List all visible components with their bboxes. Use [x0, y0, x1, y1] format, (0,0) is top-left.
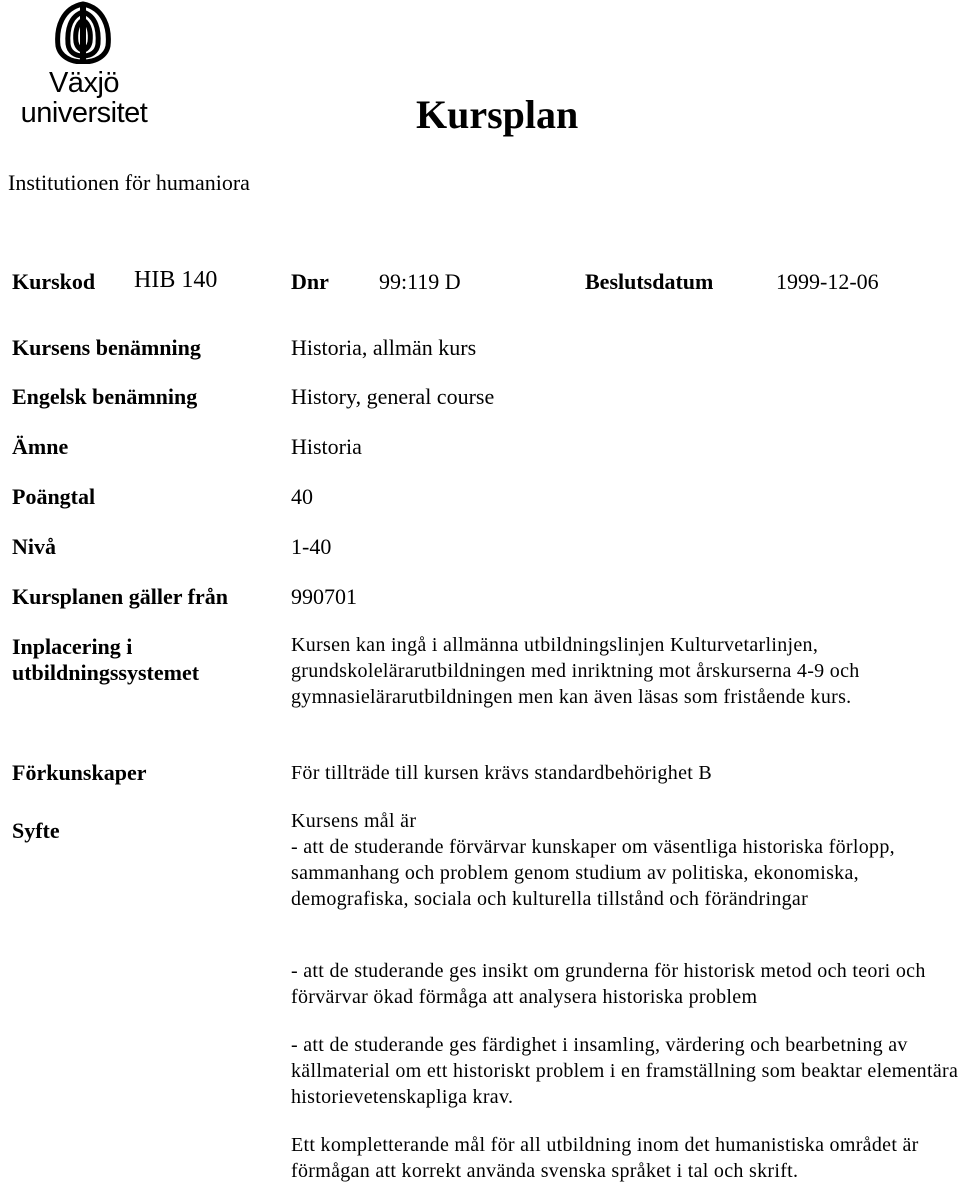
- benamning-label: Kursens benämning: [12, 335, 201, 360]
- page-title: Kursplan: [416, 92, 579, 137]
- university-emblem-icon: [48, 0, 118, 64]
- university-logo: [4, 0, 160, 136]
- inplacering-label-line1: Inplacering i: [12, 634, 133, 659]
- beslutsdatum-value: 1999-12-06: [776, 269, 879, 294]
- amne-label: Ämne: [12, 434, 69, 459]
- engelsk-label: Engelsk benämning: [12, 384, 198, 409]
- syfte-label: Syfte: [12, 818, 60, 843]
- kurskod-label: Kurskod: [12, 269, 96, 294]
- kurskod-value: HIB 140: [134, 267, 218, 293]
- logo-name-line2: universitet: [20, 97, 148, 129]
- amne-value: Historia: [291, 434, 362, 459]
- benamning-value: Historia, allmän kurs: [291, 335, 477, 360]
- syfte-intro: Kursens mål är: [291, 810, 417, 832]
- inplacering-text: Kursen kan ingå i allmänna utbildningslinjen Kulturvetarlinjen, grundskolelärarutbildningen med inriktning mot årskurserna 4-9 och gymnasielärarutbildningen men kan även läsas som fristående kurs.: [291, 634, 860, 708]
- galler-value: 990701: [291, 584, 357, 609]
- beslutsdatum-label: Beslutsdatum: [585, 269, 714, 294]
- inplacering-label-line2: utbildningssystemet: [12, 660, 200, 685]
- galler-label: Kursplanen gäller från: [12, 584, 228, 609]
- syfte-extra: Ett kompletterande mål för all utbildning inom det humanistiska området är förmågan att korrekt använda svenska språket i tal och skrift.: [291, 1134, 919, 1182]
- poangtal-label: Poängtal: [12, 484, 96, 509]
- dnr-label: Dnr: [291, 269, 329, 294]
- syfte-goal-3: - att de studerande ges färdighet i insamling, värdering och bearbetning av källmaterial om ett historiskt problem i en framställning som beaktar elementära historievetenskapliga krav.: [291, 1034, 959, 1108]
- poangtal-value: 40: [291, 484, 313, 509]
- dnr-value: 99:119 D: [379, 269, 461, 294]
- engelsk-value: History, general course: [291, 384, 495, 409]
- logo-name-line1: Växjö: [48, 67, 120, 99]
- syfte-goal-2: - att de studerande ges insikt om grunderna för historisk metod och teori och förvärvar ökad förmåga att analysera historiska problem: [291, 960, 926, 1008]
- niva-label: Nivå: [12, 534, 56, 559]
- forkunskaper-text: För tillträde till kursen krävs standardbehörighet B: [291, 762, 713, 784]
- niva-value: 1-40: [291, 534, 332, 559]
- department-name: Institutionen för humaniora: [8, 170, 250, 195]
- syfte-goal-1: - att de studerande förvärvar kunskaper om väsentliga historiska förlopp, sammanhang och problem genom studium av politiska, ekonomiska, demografiska, sociala och kulturella tillstånd och förändringar: [291, 836, 895, 910]
- forkunskaper-label: Förkunskaper: [12, 760, 147, 785]
